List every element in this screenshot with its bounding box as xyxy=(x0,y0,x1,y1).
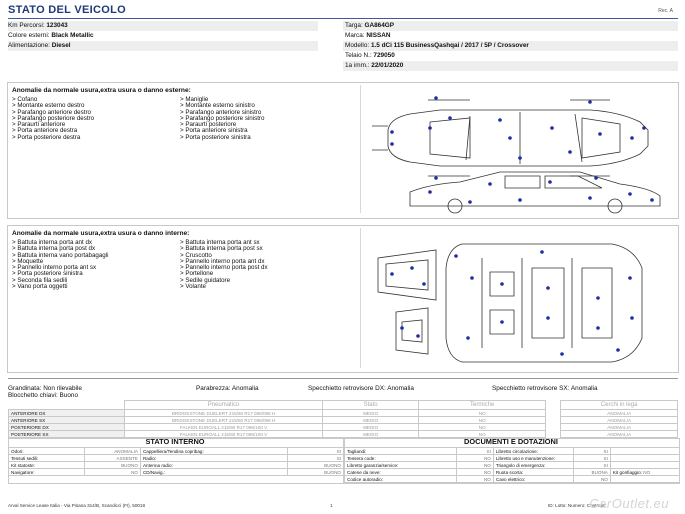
table-cell: Navigatore: xyxy=(9,469,85,476)
damage-dot xyxy=(598,132,602,136)
table-cell xyxy=(610,448,679,455)
header-termiche: Termiche xyxy=(419,401,546,410)
damage-item: > Vano porta oggetti xyxy=(12,283,68,291)
table-cell: SI xyxy=(573,455,610,462)
table-row xyxy=(9,462,344,469)
damage-item: > Porta anteriore sinistra xyxy=(180,127,248,135)
damage-dot xyxy=(628,276,632,280)
table-cell: NO xyxy=(456,476,493,483)
interior-damage-list-2 xyxy=(180,240,268,290)
table-cell: Antenna radio: xyxy=(140,462,287,469)
damage-item: > Pannello interno porta ant dx xyxy=(180,257,265,265)
damage-item: > Parafango posteriore destro xyxy=(12,114,95,122)
table-cell: SI xyxy=(288,448,344,455)
damage-item: > Porta posteriore sinistra xyxy=(180,133,251,141)
table-cell: POSTERIORE DX xyxy=(9,424,125,431)
targa-field: Targa: GA864GP xyxy=(345,22,395,29)
damage-dot xyxy=(548,180,552,184)
page-title: STATO DEL VEICOLO xyxy=(8,4,126,16)
table-cell xyxy=(610,455,679,462)
damage-item: > Porta posteriore sinistra xyxy=(12,270,83,278)
table-cell: Triangolo di emergenza: xyxy=(493,462,573,469)
damage-item: > Cofano xyxy=(12,96,38,103)
damage-dot xyxy=(390,142,394,146)
damage-dot xyxy=(594,176,598,180)
table-row xyxy=(9,424,678,431)
damage-item: > Battuta interna porta ant sx xyxy=(180,239,260,246)
damage-dot xyxy=(390,130,394,134)
damage-dot xyxy=(428,190,432,194)
damage-dot xyxy=(568,150,572,154)
table-cell: ANOMALIA xyxy=(85,448,141,455)
table-row xyxy=(9,455,344,462)
table-cell: NO xyxy=(419,410,546,417)
damage-dot xyxy=(470,276,474,280)
table-cell: Codice autoradio: xyxy=(345,476,457,483)
table-cell: Cavo elettrico: xyxy=(493,476,573,483)
damage-item: > Parafango anteriore destro xyxy=(12,108,91,116)
colore-field: Colore esterni: Black Metallic xyxy=(8,32,94,39)
damage-dot xyxy=(518,198,522,202)
table-cell xyxy=(610,476,679,483)
table-cell: ANTERIORE DX xyxy=(9,410,125,417)
damage-item: > Battuta interna porta ant dx xyxy=(12,239,92,246)
damage-dot xyxy=(410,266,414,270)
damage-dot xyxy=(390,272,394,276)
damage-dot xyxy=(596,296,600,300)
damage-item: > Montante esterno sinistro xyxy=(180,102,255,110)
table-cell: MEDIO xyxy=(322,424,418,431)
table-cell: ANOMALIA xyxy=(561,417,678,424)
damage-item: > Seconda fila sedili xyxy=(12,276,68,284)
page-ref: Rec. A xyxy=(658,8,673,14)
damage-item: > Battuta interna vano portabagagli xyxy=(12,251,109,259)
table-cell: NO xyxy=(419,417,546,424)
table-cell: Catene da neve: xyxy=(345,469,457,476)
blocchetto-field: Blocchetto chiavi: Buono xyxy=(8,392,78,399)
exterior-car-diagram xyxy=(370,88,670,214)
specchietto-dx-field: Specchietto retrovisore DX: Anomalia xyxy=(308,385,414,392)
telaio-field: Telaio N.: 729050 xyxy=(345,52,395,59)
parabrezza-field: Parabrezza: Anomalia xyxy=(196,385,259,392)
table-cell: Kit statoste: xyxy=(9,462,85,469)
table-cell: Radio: xyxy=(140,455,287,462)
damage-dot xyxy=(500,320,504,324)
damage-dot xyxy=(560,352,564,356)
table-row xyxy=(345,448,680,455)
damage-dot xyxy=(588,196,592,200)
divider xyxy=(8,378,678,379)
interior-damage-list-1 xyxy=(12,240,109,290)
table-cell: NO xyxy=(419,424,546,431)
damage-dot xyxy=(508,136,512,140)
damage-item: > Sedile guidatore xyxy=(180,276,231,284)
damage-dot xyxy=(628,192,632,196)
damage-item: > Volante xyxy=(180,283,206,291)
damage-dot xyxy=(400,326,404,330)
damage-item: > Porta anteriore destra xyxy=(12,127,78,135)
damage-dot xyxy=(428,126,432,130)
header-cerchi: Cerchi in lega xyxy=(561,401,678,410)
table-cell: Libretto circolazione: xyxy=(493,448,573,455)
table-row xyxy=(9,448,344,455)
table-cell: Tessuti sedili: xyxy=(9,455,85,462)
damage-item: > Paraurti posteriore xyxy=(180,121,237,129)
damage-dot xyxy=(550,126,554,130)
table-cell: ANOMALIA xyxy=(561,431,678,438)
grandinata-field: Grandinata: Non rilevabile xyxy=(8,385,82,392)
interior-damage-title: Anomalie da normale usura,extra usura o danno interne: xyxy=(12,230,190,237)
damage-dot xyxy=(546,316,550,320)
table-cell: Tessera code: xyxy=(345,455,457,462)
specchietto-sx-field: Specchietto retrovisore SX: Anomalia xyxy=(492,385,598,392)
table-cell: NO xyxy=(419,431,546,438)
table-cell: Libretto garanzia/service: xyxy=(345,462,457,469)
watermark-logo: CarOutlet.eu xyxy=(589,496,669,511)
spacer xyxy=(546,410,561,417)
table-cell: FALKEN EUROALL 215/60 R17 096/100 V xyxy=(125,431,323,438)
table-cell: ANTERIORE SX xyxy=(9,417,125,424)
tyres-table xyxy=(8,400,678,438)
table-cell: BUONA xyxy=(573,469,610,476)
damage-dot xyxy=(630,316,634,320)
table-cell: MEDIO xyxy=(322,417,418,424)
table-cell: MEDIO xyxy=(322,431,418,438)
damage-dot xyxy=(416,334,420,338)
spacer xyxy=(546,417,561,424)
exterior-damage-list-2 xyxy=(180,97,264,141)
footer-company: Arval Service Lease Italia - Via Pisana 314/B, Scandicci (FI), 50018 xyxy=(8,503,146,508)
table-cell: NO xyxy=(456,469,493,476)
table-cell: Kit gonfiaggio: NO xyxy=(610,469,679,476)
damage-item: > Montante esterno destro xyxy=(12,102,85,110)
damage-dot xyxy=(616,348,620,352)
table-cell: SI xyxy=(288,455,344,462)
damage-dot xyxy=(468,200,472,204)
table-row xyxy=(9,417,678,424)
damage-dot xyxy=(498,118,502,122)
stato-interno-table xyxy=(8,447,344,476)
table-cell: BRIDGESTONE DUELERT 215/60 R17 096/096 H xyxy=(125,410,323,417)
damage-item: > Parafango anteriore sinistro xyxy=(180,108,262,116)
damage-dot xyxy=(448,116,452,120)
table-row xyxy=(345,476,680,483)
documenti-title: DOCUMENTI E DOTAZIONI xyxy=(464,437,558,446)
tyres-header-row xyxy=(9,401,678,410)
damage-item: > Cruscotto xyxy=(180,251,212,259)
damage-item: > Pannello interno porta ant sx xyxy=(12,264,97,272)
damage-dot xyxy=(540,250,544,254)
damage-dot xyxy=(434,176,438,180)
table-cell: SI xyxy=(456,448,493,455)
table-cell xyxy=(610,462,679,469)
damage-item: > Portellone xyxy=(180,270,214,278)
spacer xyxy=(546,424,561,431)
table-cell: Cappelliera/Tendina copribag: xyxy=(140,448,287,455)
km-field: Km Percorsi: 123043 xyxy=(8,22,68,29)
immatricolazione-field: 1a imm.: 22/01/2020 xyxy=(345,62,404,69)
damage-dot xyxy=(518,156,522,160)
header-pneumatico: Pneumatico xyxy=(125,401,323,410)
kit-gonfiaggio-value: NO xyxy=(641,469,651,475)
title-divider xyxy=(8,18,678,19)
table-row xyxy=(345,455,680,462)
table-cell: MEDIO xyxy=(322,410,418,417)
table-cell: POSTERIORE SX xyxy=(9,431,125,438)
damage-dot xyxy=(466,336,470,340)
table-cell: NO xyxy=(85,469,141,476)
damage-dot xyxy=(422,282,426,286)
exterior-damage-title: Anomalie da normale usura,extra usura o danno esterne: xyxy=(12,87,191,94)
footer-page-number: 1 xyxy=(330,503,333,508)
table-cell: BUONO xyxy=(288,469,344,476)
exterior-damage-list-1 xyxy=(12,97,94,141)
header-stato: Stato xyxy=(322,401,418,410)
footer-right: ID: Lotto: Numero: Controllo: xyxy=(548,503,607,508)
damage-dot xyxy=(488,182,492,186)
table-cell: CD/Navig.: xyxy=(140,469,287,476)
table-cell: BUONO xyxy=(288,462,344,469)
damage-item: > Moquette xyxy=(12,257,44,265)
table-cell: SI xyxy=(573,462,610,469)
table-cell: Tagliandi: xyxy=(345,448,457,455)
damage-dot xyxy=(588,100,592,104)
table-row xyxy=(345,462,680,469)
damage-dot xyxy=(454,254,458,258)
table-cell: NO xyxy=(456,462,493,469)
damage-item: > Porta posteriore destra xyxy=(12,133,81,141)
table-cell: Libretto uso e manutenzione: xyxy=(493,455,573,462)
table-cell: BUONO xyxy=(85,462,141,469)
damage-dot xyxy=(642,126,646,130)
documenti-table xyxy=(344,447,680,483)
damage-item: > Parafango posteriore sinistro xyxy=(180,114,265,122)
alimentazione-field: Alimentazione: Diesel xyxy=(8,42,71,49)
damage-dot xyxy=(434,96,438,100)
damage-dot xyxy=(500,282,504,286)
damage-dot xyxy=(596,326,600,330)
table-row xyxy=(9,469,344,476)
damage-item: > Paraurti anteriore xyxy=(12,121,66,129)
damage-item: > Battuta interna porta post dx xyxy=(12,245,96,253)
damage-dots xyxy=(390,250,634,356)
damage-dot xyxy=(630,136,634,140)
table-cell: ASSENTE xyxy=(85,455,141,462)
damage-item: > Maniglie xyxy=(180,96,209,103)
damage-dot xyxy=(650,198,654,202)
table-cell: BRIDGESTONE DUELERT 215/60 R17 096/096 H xyxy=(125,417,323,424)
damage-item: > Pannello interno porta post dx xyxy=(180,264,268,272)
table-cell: Ruota scorta: xyxy=(493,469,573,476)
stato-interno-title: STATO INTERNO xyxy=(145,437,205,446)
table-row xyxy=(345,469,680,476)
table-cell: SI xyxy=(573,448,610,455)
marca-field: Marca: NISSAN xyxy=(345,32,391,39)
table-cell: ANOMALIA xyxy=(561,410,678,417)
table-cell: FALKEN EUROALL 215/60 R17 096/100 V xyxy=(125,424,323,431)
modello-field: Modello: 1.5 dCi 115 BusinessQashqai / 2017 / 5P / Crossover xyxy=(345,42,529,49)
table-cell: NO xyxy=(573,476,610,483)
interior-car-diagram xyxy=(372,238,662,366)
damage-item: > Battuta interna porta post sx xyxy=(180,245,263,253)
table-row xyxy=(9,410,678,417)
table-cell: ANOMALIA xyxy=(561,424,678,431)
table-cell: Odori: xyxy=(9,448,85,455)
damage-dot xyxy=(546,286,550,290)
table-cell: NO xyxy=(456,455,493,462)
